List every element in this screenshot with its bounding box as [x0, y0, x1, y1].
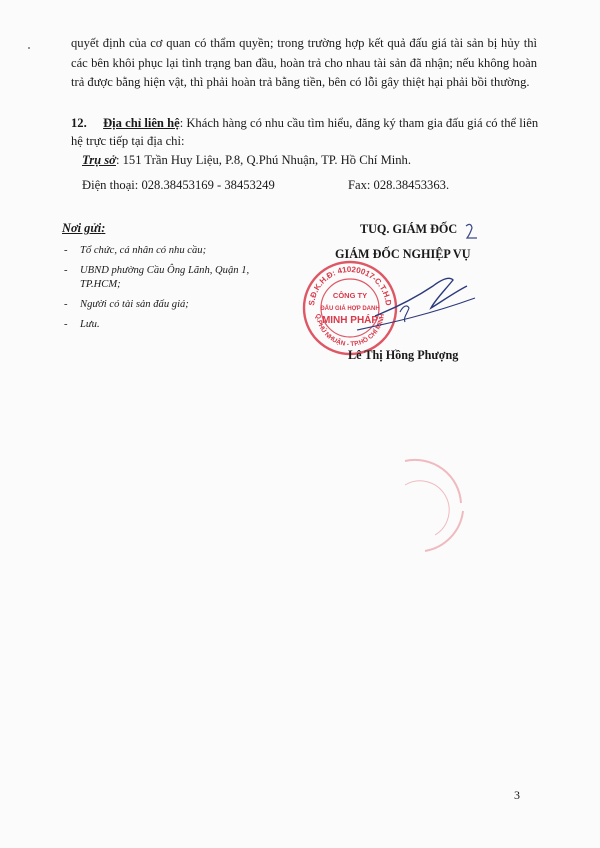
stamp-center-bottom: MINH PHÁP — [321, 315, 379, 326]
item-12-line2: hệ trực tiếp tại địa chỉ: — [71, 134, 185, 148]
item-12-colon: : — [179, 116, 184, 130]
sign-title-1: TUQ. GIÁM ĐỐC — [360, 222, 458, 236]
page-number: 3 — [514, 788, 520, 802]
initial-mark-icon — [463, 220, 485, 242]
recipient-item: - Tổ chức, cá nhân có nhu cầu; — [62, 244, 282, 258]
stamp-ring-bottom: Q.PHÚ NHUẬN - TP.HỒ CHÍ MINH — [313, 313, 386, 349]
office-line — [82, 153, 411, 168]
recipients-colon: : — [101, 221, 106, 235]
recipient-item: - Lưu. — [62, 318, 282, 332]
item-12-text-line1: Khách hàng có nhu cầu tìm hiểu, đăng ký tham gia đấu giá có thể liên — [183, 116, 539, 130]
stamp-ring-top: S.Đ.K.H.Đ: 41020017-C.T.H.D — [307, 264, 393, 307]
stamp-center-top: CÔNG TY — [332, 291, 368, 300]
office-address: : 151 Trần Huy Liệu, P.8, Q.Phú Nhuận, TP. Hồ Chí Minh. — [115, 153, 412, 167]
stamp-center-mid: ĐẤU GIÁ HỢP DANH — [320, 306, 380, 312]
phone-line: Điện thoại: 028.38453169 - 38453249 — [82, 178, 275, 192]
bleed-through-stamp — [395, 455, 475, 555]
paragraph-continuation: quyết định của cơ quan có thẩm quyền; trong trường hợp kết quả đấu giá tài sản bị hủy thì các bên khôi phục lại tình trạng ban đầu, hoàn trả cho nhau tài sản đã nhận; nếu không hoàn trả được bằng hiện vật, thì phải hoàn trả bằng tiền, bên có lỗi gây thiệt hại phải bồi thường. — [71, 36, 537, 89]
sign-title-2: GIÁM ĐỐC NGHIỆP VỤ — [335, 247, 471, 261]
item-12-line1 — [71, 116, 538, 131]
item-12-label: Địa chỉ liên hệ — [103, 116, 180, 130]
scan-speck — [28, 47, 30, 49]
item-12-number: 12. — [71, 116, 87, 130]
signer-name: Lê Thị Hồng Phượng — [348, 348, 459, 362]
recipient-item: - UBND phường Cầu Ông Lãnh, Quận 1, TP.HCM; — [62, 264, 282, 292]
recipients-list — [62, 244, 282, 332]
fax-line: Fax: 028.38453363. — [348, 178, 450, 192]
recipients-title — [62, 221, 282, 236]
handwritten-signature-icon — [345, 268, 495, 348]
office-label: Trụ sở — [82, 153, 116, 167]
recipients-title-text: Nơi gửi — [62, 221, 102, 235]
recipient-item: - Người có tài sản đấu giá; — [62, 298, 282, 312]
recipients-block — [62, 221, 282, 338]
